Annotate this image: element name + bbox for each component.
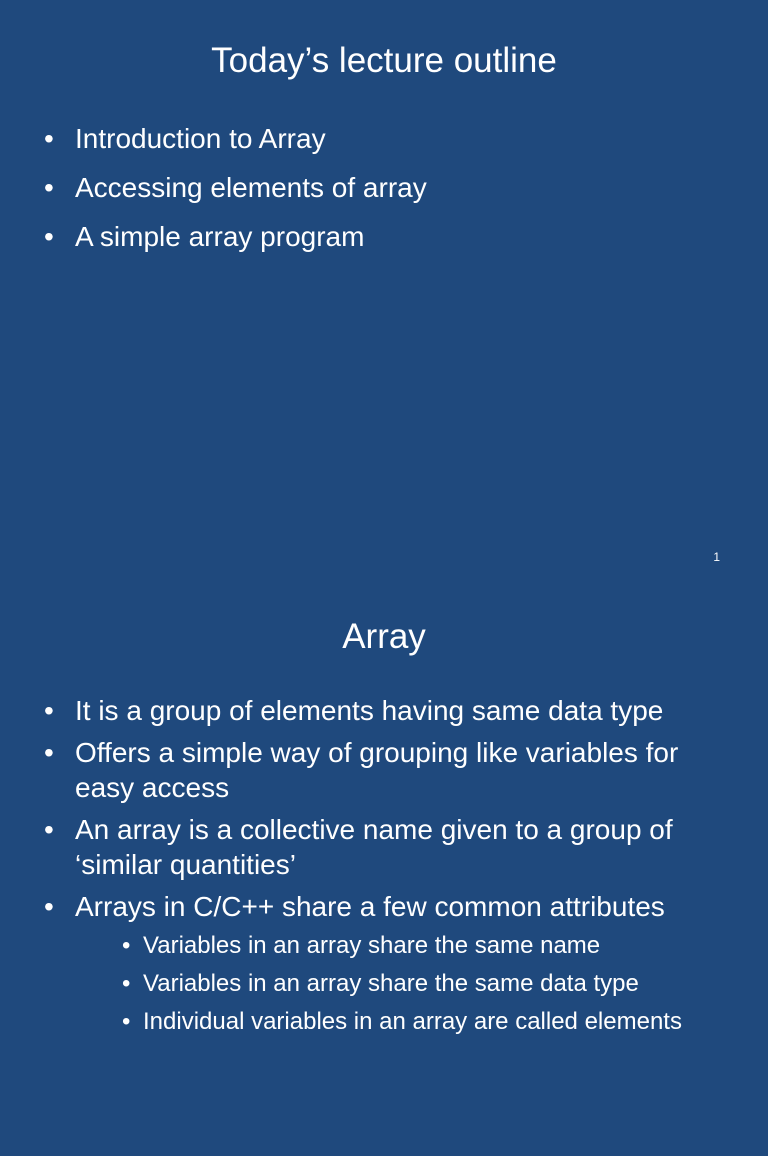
bullet-dot-icon: • xyxy=(44,891,54,922)
bullet-dot-icon: • xyxy=(44,123,54,154)
bullet-dot-icon: • xyxy=(44,814,54,845)
bullet-dot-icon: • xyxy=(122,1008,131,1035)
bullet-text: It is a group of elements having same data type xyxy=(75,695,664,726)
bullet-list xyxy=(0,121,467,268)
slide-title: Today’s lecture outline xyxy=(211,41,557,80)
sub-bullet-text: Individual variables in an array are called elements xyxy=(143,1008,682,1035)
slide-title: Array xyxy=(342,617,426,656)
bullet-text: Offers a simple way of grouping like variables for easy access xyxy=(75,737,679,803)
bullet-dot-icon: • xyxy=(44,172,54,203)
sub-bullet-text: Variables in an array share the same data type xyxy=(143,970,639,997)
bullet-item xyxy=(0,812,768,882)
bullet-dot-icon: • xyxy=(44,695,54,726)
bullet-dot-icon: • xyxy=(44,737,54,768)
bullet-item xyxy=(0,170,467,205)
sub-bullet-item xyxy=(0,931,768,961)
bullet-dot-icon: • xyxy=(122,932,131,959)
bullet-dot-icon: • xyxy=(122,970,131,997)
bullet-list xyxy=(0,693,768,1045)
slide-2 xyxy=(0,580,768,1156)
bullet-item xyxy=(0,889,768,924)
bullet-text: A simple array program xyxy=(75,221,365,252)
sub-bullet-item xyxy=(0,1007,768,1037)
bullet-dot-icon: • xyxy=(44,221,54,252)
bullet-item xyxy=(0,735,768,805)
page-number: 1 xyxy=(713,550,720,564)
bullet-text: An array is a collective name given to a group of ‘similar quantities’ xyxy=(75,814,673,880)
bullet-text: Introduction to Array xyxy=(75,123,326,154)
sub-bullet-item xyxy=(0,969,768,999)
bullet-text: Accessing elements of array xyxy=(75,172,427,203)
slide-1 xyxy=(0,0,768,576)
bullet-text: Arrays in C/C++ share a few common attributes xyxy=(75,891,665,922)
sub-bullet-text: Variables in an array share the same name xyxy=(143,932,601,959)
bullet-item xyxy=(0,121,467,156)
bullet-item xyxy=(0,219,467,254)
bullet-item xyxy=(0,693,768,728)
